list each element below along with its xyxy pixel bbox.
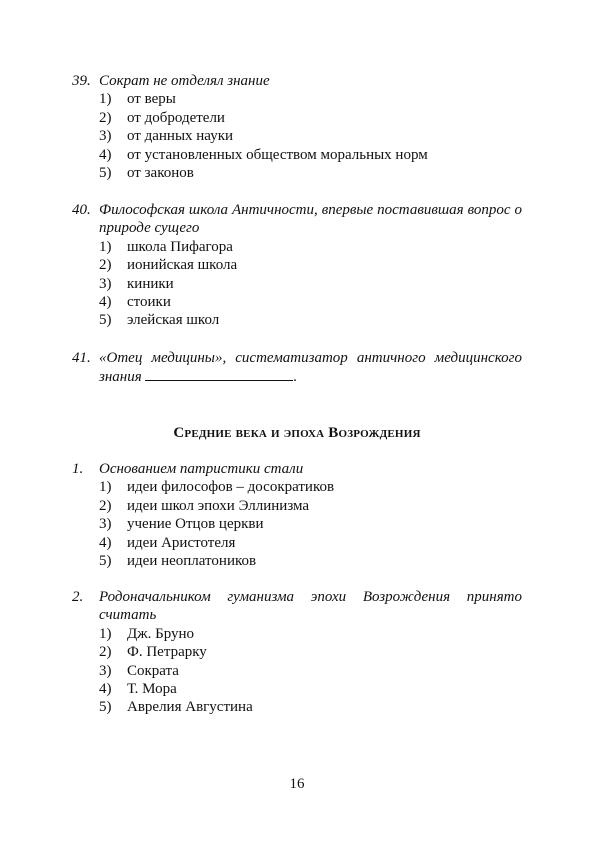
question-text: Философская школа Античности, впервые поставившая вопрос о природе сущего <box>99 202 522 237</box>
answer-option <box>99 293 522 311</box>
option-number: 5) <box>99 312 112 329</box>
answer-option <box>99 698 522 716</box>
option-number: 3) <box>99 128 112 145</box>
question-1 <box>72 460 522 570</box>
answer-options <box>72 625 522 717</box>
answer-option <box>99 311 522 329</box>
option-text: элейская школ <box>127 312 220 329</box>
option-text: стоики <box>127 294 171 311</box>
question-39 <box>72 72 522 182</box>
option-number: 4) <box>99 294 112 311</box>
option-text: Дж. Бруно <box>127 625 195 642</box>
question-40 <box>72 201 522 330</box>
answer-options <box>72 238 522 330</box>
question-text-content: «Отец медицины», систематизатор античного медицинского знания <box>99 350 522 386</box>
answer-option <box>99 238 522 256</box>
answer-option <box>99 515 522 533</box>
answer-options <box>72 478 522 570</box>
answer-options <box>72 90 522 182</box>
option-text: от веры <box>127 91 176 108</box>
answer-option <box>99 256 522 274</box>
answer-option <box>99 146 522 164</box>
option-number: 4) <box>99 146 112 163</box>
question-40-header <box>72 201 522 238</box>
question-41 <box>72 349 522 387</box>
option-number: 3) <box>99 275 112 292</box>
question-number: 1. <box>72 461 84 477</box>
option-number: 2) <box>99 109 112 126</box>
answer-option <box>99 534 522 552</box>
question-text: Родоначальником гуманизма эпохи Возрождения принято считать <box>99 589 522 624</box>
option-number: 5) <box>99 699 112 716</box>
answer-option <box>99 275 522 293</box>
answer-option <box>99 164 522 182</box>
option-text: школа Пифагора <box>127 238 233 255</box>
option-number: 5) <box>99 165 112 182</box>
option-text: ионийская школа <box>127 257 238 274</box>
option-number: 3) <box>99 516 112 533</box>
option-text: от добродетели <box>127 109 225 126</box>
option-number: 2) <box>99 644 112 661</box>
option-text: киники <box>127 275 174 292</box>
question-2 <box>72 588 522 717</box>
option-number: 4) <box>99 681 112 698</box>
answer-option <box>99 643 522 661</box>
answer-option <box>99 127 522 145</box>
option-text: Сократа <box>127 662 179 679</box>
answer-option <box>99 662 522 680</box>
option-text: от данных науки <box>127 128 234 145</box>
question-number: 40. <box>72 202 91 218</box>
option-number: 5) <box>99 553 112 570</box>
option-text: идеи школ эпохи Эллинизма <box>127 497 310 514</box>
answer-option <box>99 478 522 496</box>
option-text: идеи Аристотеля <box>127 534 236 551</box>
option-number: 2) <box>99 257 112 274</box>
option-text: Ф. Петрарку <box>127 644 207 661</box>
option-text: Т. Мора <box>127 681 177 698</box>
option-number: 1) <box>99 238 112 255</box>
answer-option <box>99 680 522 698</box>
option-text: идеи неоплатоников <box>127 553 257 570</box>
question-39-header <box>72 72 522 90</box>
answer-option <box>99 497 522 515</box>
question-1-header <box>72 460 522 478</box>
option-number: 3) <box>99 662 112 679</box>
option-text: от законов <box>127 165 194 182</box>
question-41-header <box>72 349 522 387</box>
option-number: 1) <box>99 91 112 108</box>
answer-option <box>99 552 522 570</box>
option-text: учение Отцов церкви <box>127 516 264 533</box>
question-text-tail: . <box>293 369 298 386</box>
option-number: 1) <box>99 479 112 496</box>
option-number: 1) <box>99 625 112 642</box>
option-text: от установленных обществом моральных норм <box>127 146 428 163</box>
question-2-header <box>72 588 522 625</box>
answer-option <box>99 109 522 127</box>
question-text: Основанием патристики стали <box>99 461 304 477</box>
option-text: идеи философов – досократиков <box>127 479 335 496</box>
answer-blank-line <box>145 367 293 381</box>
question-text: Сократ не отделял знание <box>99 73 270 89</box>
option-number: 4) <box>99 534 112 551</box>
question-number: 41. <box>72 350 91 366</box>
option-number: 2) <box>99 497 112 514</box>
option-text: Аврелия Августина <box>127 699 253 716</box>
answer-option <box>99 625 522 643</box>
answer-option <box>99 90 522 108</box>
question-number: 2. <box>72 589 84 605</box>
question-number: 39. <box>72 73 91 89</box>
question-text <box>99 349 522 387</box>
page-number: 16 <box>289 776 305 792</box>
section-title: Средние века и эпоха Возрождения <box>173 425 421 441</box>
